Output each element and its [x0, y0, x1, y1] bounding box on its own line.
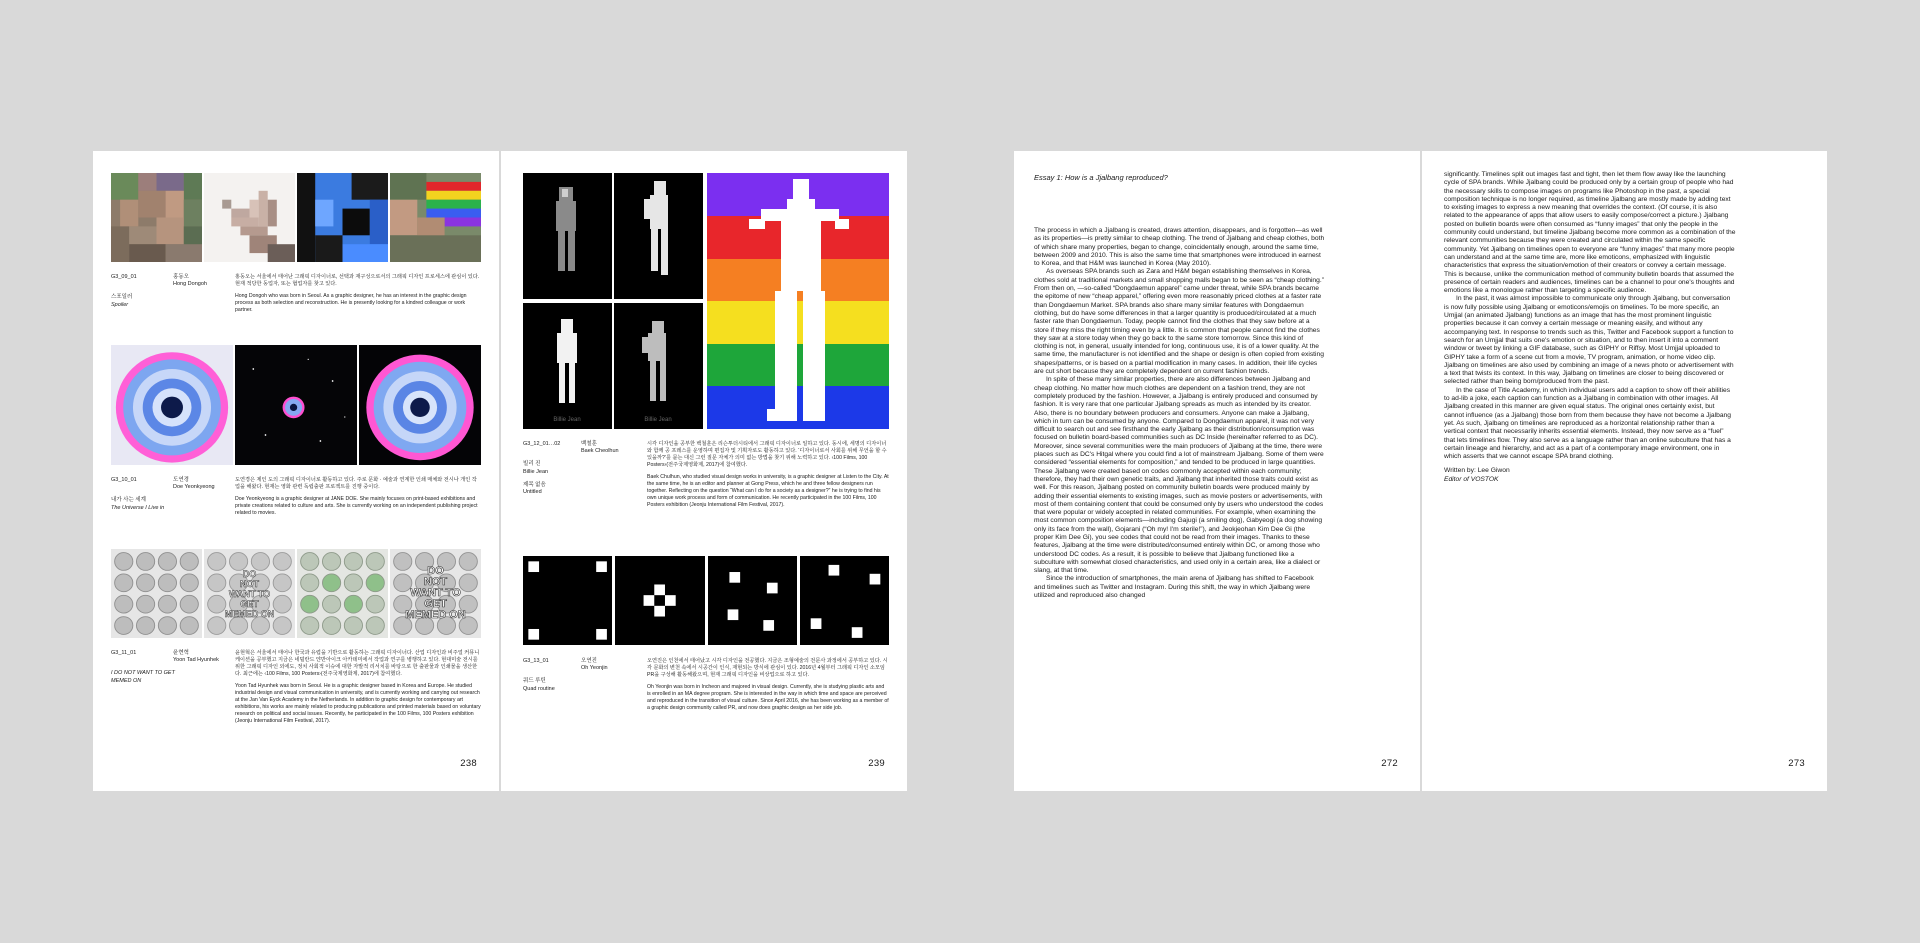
overlay-line: NOT: [423, 576, 448, 588]
essay-paragraph: significantly. Timelines split out images fast and tight, then let them flow away like the launching cycle of SPA brands. While Jjalbang could be produced only by a certain group of people who had the necessary skills to compose images on programs like Photoshop in the past, a special composition technique is no longer required, as timeline Jjalbang are mostly made by adding text to existing images to express a new meaning that overrides the context. (Of course, it is also related to the appearance of apps that allow users to easily compose/correct a picture.) Jjalbang posted on bulletin boards were often consumed as “funny images” that only the people in the community could understand, but timeline Jjalbang become more common as a combination of the relevant communities because they were created and circulated within the same specific community. Yet Jjalbang on timelines open to everyone are “funny images” that many more people can understand and at the same time are, more like emoticons, emphasized with linguistic characteristics that express the situation/emotion of their creators or convey a certain message. This is because, unlike the communication method of community bulletin boards that assumed the presence of certain readers and audiences, timelines can be a channel to pour one's thoughts and emotions like a monologue rather than targeting a specific audience.: [1444, 171, 1736, 295]
overlay-line: WANT TO: [228, 588, 271, 599]
entry-id: G3_13_01: [523, 658, 549, 664]
page-number: 273: [1788, 758, 1805, 769]
title-ko: 빌리 진: [523, 461, 541, 468]
title-en: Spoiler: [111, 301, 129, 308]
eye-image-2: [235, 345, 357, 465]
eye-image-1: [111, 345, 233, 465]
overlay-line: MEMED ON: [224, 608, 275, 619]
meta-yoon: [111, 650, 251, 685]
title-ko: 쿼드 루틴: [523, 678, 546, 685]
essay-paragraph: In spite of these many similar properties, there are also differences between Jjalbang and cheap clothing. No matter how much clothes are dependent on a fashion trend, they are not completely produced by the fashion. However, a Jjalbang is entirely produced and consumed by fashion. It is very rare that one particular Jjalbang spreads as much as intended by its creator. Also, there is no boundary between producers and consumers. Anyone can make a Jjalbang, which in turn can be consumed by anyone. Compared to Dongdaemun apparel, it was not very difficult to search out and see firsthand the early Jjalbang as their distribution/consumption was focused on bulletin board-based communities such as DC Inside (hereinafter referred to as DC). Moreover, since several communities were the main producers of Jjalbang at the time, there were places such as DC's Hitgal where you could find a lot of mainstream Jjalbang. Some of them were considered “essential elements for composition,” and tended to be produced in large quantities. These Jjalbang were created based on codes commonly accepted within each community; therefore, they had their own genetic traits, and Jjalbang that inherited those traits could exist as well. For this reason, Jjalbang posted on community bulletin boards were produced mainly by adding their essential elements to existing images, such as movie posters or advertisements, with most of them containing content that could be consumed only by users who understood the codes that were popular or widely accepted in related communities. For example, when examining the most common composition elements—including Gajugi (a smiling dog), Gabyeogi (a dog showing only its face from the wall), Gojarani (“Oh my! I'm sterile!”), and Jeokjeohan Kim Dee Gi (the proper Kim Dee Gi), you see codes that could not be read from their images. Thanks to these features, Jjalbang at the time were distributed/consumed entirely within DC, or among those who understood DC codes. As a result, it is possible to believe that Jjalbang functioned like a subculture with somewhat closed characteristics, and used only in a certain area, like a dialect or slang, at that time.: [1034, 376, 1324, 575]
bio-oh: [647, 658, 889, 717]
title-ko: 스포일러: [111, 294, 133, 301]
billie-jean-frame-4: [614, 303, 703, 429]
page-239: [501, 151, 907, 791]
coin-grid-image-1: [111, 549, 202, 638]
credit-author: Written by: Lee Giwon: [1444, 467, 1510, 475]
bio-en: Baek Chulhun, who studied visual design works in university, is a graphic designer at Listen to the City. At the same time, he is an editor and planner at Gong Press, which he and three fellow designers run together. Reflecting on the question “What can I do for a society as a designer?” he is trying to find his own unique work process and form of communication. He recently participated in the 100 Films, 100 Posters exhibition (Jeonju International Film Festival, 2017).: [647, 474, 889, 508]
name-en: Yoon Tad Hyunhek: [173, 657, 219, 664]
overlay-line: DO: [242, 568, 257, 579]
spoiler-pixel-image-1: [111, 173, 202, 262]
spoiler-pixel-image-3: [297, 173, 388, 262]
entry-hong-dongoh: [111, 173, 481, 262]
entry-id: G3_10_01: [111, 477, 137, 483]
name-en: Baek Cheolhun: [581, 448, 619, 455]
essay-paragraph: In the case of Title Academy, in which individual users add a caption to show off their abilities to ad-lib a joke, each caption can function as a Jjalbang in combination with other images. All Jjalbang created in this manner are given equal status. The original ones certainly exist, but cannot influence (as a Jjalbang) those born from them because they have not become a Jjalbang yet. As such, Jjalbang on timelines are reproduced as a horizontal relationship rather than a vertical context that necessarily inherits essential elements. Instead, they now serve as a “fuel” that lets timelines flow. They also serve as a language rather than an online subculture that has a certain lineage and hierarchy, and act as a part of a contemporary image environment, one in which asserts that we cannot escape SPA brand clothing.: [1444, 386, 1731, 461]
entry-id: G3_11_01: [111, 650, 137, 656]
bio-ko: 도연경은 제인 도의 그래픽 디자이너로 활동하고 있다. 주로 문화 · 예술과 연계한 인쇄 매체와 전시나 개인 작업을 해왔다. 현재는 영화 관련 독립출판 프로젝트를 진행 중이다.: [235, 477, 477, 490]
bio-doe: [235, 477, 481, 522]
page-number: 239: [868, 758, 885, 769]
meta-baek: [523, 441, 663, 496]
name-en: Doe Yeonkyeong: [173, 484, 215, 491]
page-272: [1014, 151, 1420, 791]
page-number: 272: [1381, 758, 1398, 769]
poster-text-overlay-large: [390, 549, 481, 638]
coin-grid-image-2: [204, 549, 295, 638]
essay-title: Essay 1: How is a Jjalbang reproduced?: [1034, 173, 1168, 182]
essay-paragraph: Since the introduction of smartphones, the main arena of Jjalbang has shifted to Facebook and timelines such as Twitter and Instagram. During this shift, the way in which Jjalbang were utilized and reproduced also changed: [1034, 575, 1314, 600]
name-ko: 홍동오: [173, 274, 189, 280]
bio-ko: 오연진은 인천에서 태어났고 시각 디자인을 전공했다. 지금은 조형예술의 전문사 과정에서 공부하고 있다. 시각 문화의 변천 속에서 시공간이 인식, 재현되는 방식에 관심이 있다. 2016년 4월부터 그래픽 디자인 소모임 PR을 구성해 활동해왔으며, 현재 그래픽 디자인을 비상업으로 하고 있다.: [647, 658, 888, 678]
essay-credit: [1444, 467, 1736, 484]
title-ko: 내가 사는 세계: [111, 497, 146, 504]
meta-oh: [523, 658, 663, 693]
frame-caption: Billie Jean: [644, 417, 672, 423]
name-en: Oh Yeonjin: [581, 665, 608, 672]
poster-text-overlay: [204, 549, 295, 638]
overlay-line: GET: [240, 598, 259, 609]
name-ko: 오연진: [581, 658, 597, 664]
title-line-2: MEMED ON: [111, 677, 142, 684]
bio-en: Hong Dongoh who was born in Seoul. As a graphic designer, he has an interest in the graphic design process as both selection and reconstruction. He is presently looking for a kindred colleague or work partner.: [235, 293, 467, 313]
bio-en: Yoon Tad Hyunhek was born in Seoul. He is a graphic designer based in Korea and Europe. He studied industrial design and visual communication in university, and is currently working and carrying out research at the Jan Van Eyck Academy in the Netherlands. In addition to graphic design for contemporary art exhibitions, his works are mainly related to producing publications and printed materials based on voluntary research on political and social issues. Recently, he participated in the 100 Films, 100 Posters exhibition (Jeonju International Film Festival, 2017).: [235, 683, 481, 724]
frame-caption: Billie Jean: [553, 417, 581, 423]
title-en: Quad routine: [523, 685, 555, 692]
coin-grid-image-3: [297, 549, 388, 638]
quad-image-3: [708, 556, 797, 645]
overlay-line: MEMED ON: [405, 609, 466, 621]
essay-body-right: [1444, 171, 1736, 484]
entry-id: G3_09_01: [111, 274, 137, 280]
overlay-line: NOT: [240, 578, 259, 589]
overlay-line: WANT TO: [410, 587, 461, 599]
quad-image-2: [615, 556, 704, 645]
billie-jean-rainbow-poster: [707, 173, 889, 429]
name-en: Hong Dongoh: [173, 281, 207, 288]
bio-baek: [647, 441, 889, 514]
title2-en: Untitled: [523, 489, 542, 496]
entry-yoon-tad-hyunhek: [111, 549, 481, 638]
bio-ko: 홍동오는 서울에서 태어난 그래픽 디자이너로, 선택과 재구성으로서의 그래픽 디자인 프로세스에 관심이 있다. 현재 적당한 동업자, 또는 협업자를 찾고 있다.: [235, 274, 480, 287]
title-en: The Universe I Live in: [111, 504, 165, 511]
meta-doe: [111, 477, 251, 512]
bio-en: Doe Yeonkyeong is a graphic designer at JANE DOE. She mainly focuses on print-based exhibitions and private creations related to culture and arts. She is currently working on an independent publishing project related to movies.: [235, 496, 478, 516]
entry-doe-yeonkyeong: [111, 345, 481, 465]
spoiler-pixel-image-4: [390, 173, 481, 262]
credit-role: Editor of VOSTOK: [1444, 475, 1499, 483]
universe-image-row: [111, 345, 481, 465]
page-273: [1422, 151, 1827, 791]
page-number: 238: [460, 758, 477, 769]
eye-image-3: [359, 345, 481, 465]
quad-routine-row: [523, 556, 889, 645]
quad-image-1: [523, 556, 612, 645]
bio-ko: 시각 디자인을 공부한 백철훈은 리슨투더시티에서 그래픽 디자이너로 일하고 있다. 동시에, 세명의 디자이너와 함께 공 프레스를 운영하며 편집자 및 기획자로도 활동하고 있다. ‘디자이너로서 사회를 위해 무언을 할 수 있을까?’를 묻는 대신 그런 질문 자체가 의미 없는 방법을 찾기 위해 노력하고 있다. ‹100 Films, 100 Posters›(전주국제영화제, 2017)에 참여했다.: [647, 441, 887, 468]
bio-en: Oh Yeonjin was born in Incheon and majored in visual design. Currently, she is studying plastic arts and is enrolled in an MA degree program. She is interested in the way in which time and space are perceived and reproduced in the transition of visual culture. Since April 2016, she has been working as a member of a graphic design community called PR, and now does graphic design as her side job.: [647, 684, 889, 711]
memed-image-row: [111, 549, 481, 638]
meta-hong: [111, 274, 251, 309]
essay-body-left: [1034, 227, 1326, 600]
overlay-line: DO: [427, 565, 444, 577]
quad-image-4: [800, 556, 889, 645]
billie-jean-figure: [523, 173, 889, 429]
name-ko: 도연경: [173, 477, 189, 483]
overlay-line: GET: [424, 598, 447, 610]
bio-hong: [235, 274, 481, 319]
entry-id: G3_12_01…02: [523, 441, 561, 447]
bio-ko: 윤현혁은 서울에서 태어나 한국과 유럽을 기반으로 활동하는 그래픽 디자이너다. 산업 디자인과 비주얼 커뮤니케이션을 공부했고 지금은 네덜란드 얀반아이크 아카데미에서 작업과 연구를 병행하고 있다. 현대미술 전시를 위한 그래픽 디자인 외에도, 정치 사회적 이슈에 대한 자발적 리서치를 바탕으로 한 출판물과 인쇄물을 생산한다. 최근에는 ‹100 Films, 100 Posters›(전주국제영화제, 2017)에 참여했다.: [235, 650, 480, 677]
essay-paragraph: The process in which a Jjalbang is created, draws attention, disappears, and is forgotten—as well as its properties—is pretty similar to cheap clothing. The trend of Jjalbang and cheap clothes, both of which share many properties, began to change, coincidentally enough, around the same time, between 2009 and 2010. This is also the same time that smartphones were introduced in earnest to Korea, and that H&M was launched in Korea (May 2010).: [1034, 227, 1325, 268]
bio-yoon: [235, 650, 481, 730]
billie-jean-frame-2: [614, 173, 703, 299]
essay-paragraph: As overseas SPA brands such as Zara and H&M began establishing themselves in Korea, clothes sold at traditional markets and small shopping malls began to be seen as “cheap clothing.” From then on, —so-called “Dongdaemun apparel” came under threat, while SPA brands became the epitome of new “cheap apparel,” offering even more reasonably priced clothes at a faster rate than Dongdaemun Market. SPA brands also share many similar features with Dongdaemun clothing, but do have some differences in that a larger quantity is produced/circulated at a much faster rate than Dongdaemun. Today, people cannot find the clothes that they saw before at a store if they miss the right timing even by a little. It is common that people cannot find the clothes they saw at a store today when they go back to the same store tomorrow. Since this kind of clothing is not, in general, usually intended for long, continuous use, it is of a lower quality. At the same time, the manufacturer is not identified and the shape or design is often copied from existing shapes/patterns, or is based on a partial modification in many cases. In addition, their life cycles are cut short because they are completely dependent on current fashion trends.: [1034, 268, 1324, 376]
spoiler-pixel-image-2: [204, 173, 295, 262]
title-en: Billie Jean: [523, 468, 549, 475]
billie-jean-frame-3: [523, 303, 612, 429]
coin-grid-image-4: [390, 549, 481, 638]
spoiler-image-row: [111, 173, 481, 262]
essay-paragraph: In the past, it was almost impossible to communicate only through Jjalbang, but conversation is now fully possible using Jjalbang or emoticons/emojis on timelines. To be more specific, an Umjjal (an animated Jjalbang) functions as an image that has the most prominent linguistic properties because it can convey a certain message or meaning easily, and without any accompanying text. In response to trends such as this, Twitter and Facebook support a function to search for an Umjjal that suits one's emotion or situation, and to then insert it into a comment window or tweet by linking a GIF database, such as GIPHY or Riffsy. Most Umjjal uploaded to GIPHY take a form of a scene cut from a movie, TV program, animation, or home video clip. Jjalbang on timelines are also used by combining an image of a news photo or advertisement with a text that twists its context. In this way, Jjalbang on timelines are closer to being discovered or selected rather than being born/produced from the past.: [1444, 295, 1734, 386]
page-238: [93, 151, 499, 791]
title2-ko: 제목 없음: [523, 481, 546, 488]
name-ko: 윤현혁: [173, 650, 189, 656]
billie-jean-frame-1: [523, 173, 612, 299]
title-line-1: I DO NOT WANT TO GET: [111, 670, 175, 677]
name-ko: 백철훈: [581, 441, 597, 447]
